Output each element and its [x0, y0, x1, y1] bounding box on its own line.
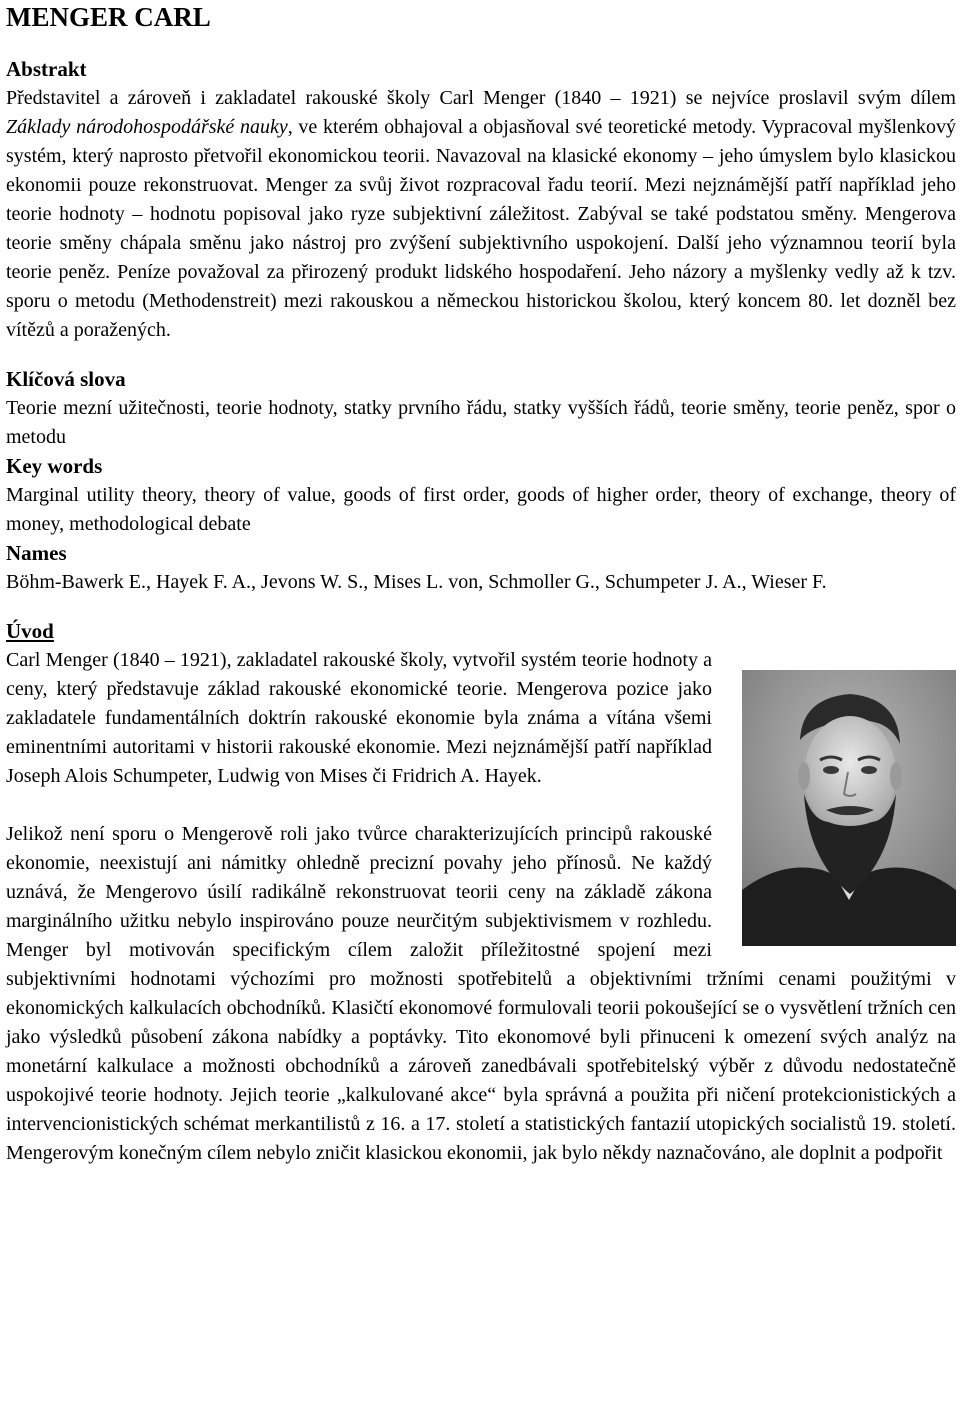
carl-menger-portrait	[742, 670, 956, 946]
uvod-paragraph-1: Carl Menger (1840 – 1921), zakladatel rakouské školy, vytvořil systém teorie hodnoty a ceny, který představuje základ rakouské ekonomické teorie. Mengerova pozice jako zakladatele fundamentálních doktrín rakouské ekonomie byla známa a vítána všemi eminentními autoritami v historii rakouské ekonomie. Mezi nejznámější patří například Joseph Alois Schumpeter, Ludwig von Mises či Fridrich A. Hayek.	[6, 649, 712, 787]
names-heading: Names	[6, 541, 67, 565]
uvod-heading: Úvod	[6, 619, 54, 643]
keywords-cz-text: Teorie mezní užitečnosti, teorie hodnoty, statky prvního řádu, statky vyšších řádů, teorie směny, teorie peněz, spor o metodu	[6, 397, 956, 448]
book-title: Základy národohospodářské nauky	[6, 116, 288, 138]
uvod-paragraph-2: Jelikož není sporu o Mengerově roli jako tvůrce charakterizujících principů rakouské ekonomie, neexistují ani námitky ohledně precizní povahy jeho přínosů. Ne každý uznává, že Mengerovo úsilí radikálně rekonstruovat teorii ceny na základě zákona marginálního užitku nebylo inspirováno pouze neurčitým subjektivismem v rozhledu. Menger byl motivován specifickým cílem založit příležitostné spojení mezi subjektivními hodnotami výchozími pro možnosti spotřebitelů a objektivními tržními cenami použitými v ekonomických kalkulacích obchodníků. Klasičtí ekonomové formulovali teorii pokoušející se o vysvětlení tržních cen jako výsledků působení zákona nabídky a poptávky. Tito ekonomové byli přinuceni k omezení svých analýz na monetární kalkulace a možnosti obchodníků a zároveň zanedbávali spotřebitelský výběr z důvodu nedostatečně uspokojivé teorie hodnoty. Jejich teorie „kalkulované akce“ byla správná a použita při ničení protekcionistických a intervencionistických schémat merkantilistů z 16. a 17. století a statistických fantazií utopických socialistů 19. století. Mengerovým konečným cílem nebylo zničit klasickou ekonomii, jak bylo někdy naznačováno, ale doplnit a podpořit	[6, 823, 956, 1164]
document-page	[6, 0, 956, 1168]
page-title: MENGER CARL	[6, 2, 211, 32]
keywords-cz-heading: Klíčová slova	[6, 367, 126, 391]
abstract-heading: Abstrakt	[6, 57, 87, 81]
keywords-en-text: Marginal utility theory, theory of value, goods of first order, goods of higher order, theory of exchange, theory of money, methodological debate	[6, 484, 956, 535]
names-text: Böhm-Bawerk E., Hayek F. A., Jevons W. S., Mises L. von, Schmoller G., Schumpeter J. A., Wieser F.	[6, 571, 827, 593]
keywords-en-heading: Key words	[6, 454, 103, 478]
abstract-paragraph: Představitel a zároveň i zakladatel rakouské školy Carl Menger (1840 – 1921) se nejvíce proslavil svým dílem Základy národohospodářské nauky, ve kterém obhajoval a objasňoval své teoretické metody. Vypracoval myšlenkový systém, který naprosto přetvořil ekonomickou teorii. Navazoval na klasické ekonomy – jeho úmyslem bylo klasickou ekonomii pouze rekonstruovat. Menger za svůj život rozpracoval řadu teorií. Mezi nejznámější patří například jeho teorie hodnoty – hodnotu popisoval jako ryze subjektivní záležitost. Zabýval se také podstatou směny. Mengerova teorie směny chápala směnu jako nástroj pro zvýšení subjektivního uspokojení. Další jeho významnou teorií byla teorie peněz. Peníze považoval za přirozený produkt lidského hospodaření. Jeho názory a myšlenky vedly až k tzv. sporu o metodu (Methodenstreit) mezi rakouskou a německou historickou školou, který koncem 80. let dozněl bez vítězů a poražených.	[6, 87, 956, 341]
